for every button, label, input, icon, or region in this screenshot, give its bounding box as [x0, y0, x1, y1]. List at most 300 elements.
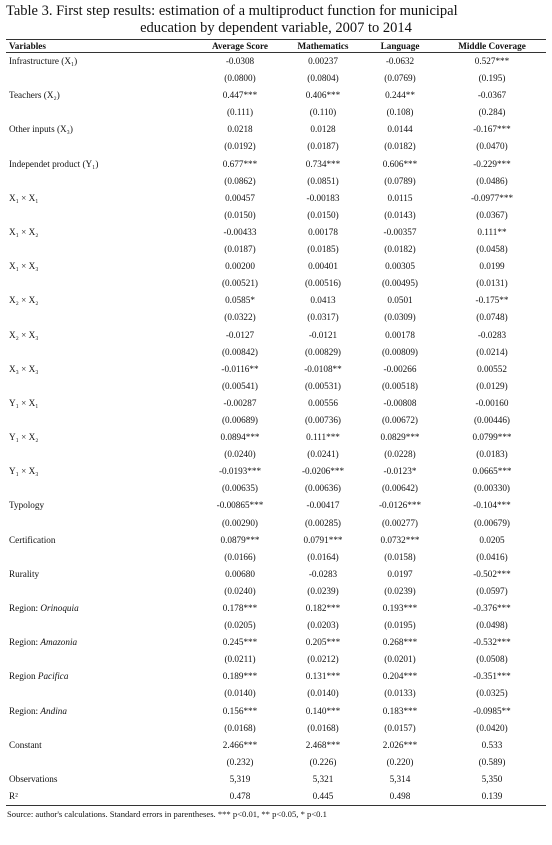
- r2-row: [6, 788, 546, 806]
- coef-row: [6, 190, 546, 207]
- table-header: [6, 40, 546, 53]
- stderr-cell: (0.00636): [305, 483, 341, 494]
- header-average-score: Average Score: [196, 40, 284, 53]
- row-label: [6, 600, 196, 617]
- coefficient-cell: 0.140***: [305, 705, 341, 716]
- stderr-cell: (0.0240): [224, 585, 256, 596]
- coefficient-cell: -0.0985**: [473, 705, 511, 716]
- stderr-cell: (0.0420): [476, 722, 508, 733]
- stderr-cell: (0.00736): [305, 414, 341, 425]
- table-body: [6, 53, 546, 806]
- stderr-cell: (0.111): [226, 107, 254, 118]
- coefficient-cell: -0.167***: [473, 124, 511, 135]
- stderr-cell: (0.0789): [384, 175, 416, 186]
- coefficient-cell: 0.734***: [305, 158, 341, 169]
- stderr-cell: (0.00446): [474, 414, 510, 425]
- stderr-cell: (0.00518): [382, 380, 418, 391]
- row-label-text: Y₁ × X₁: [9, 397, 39, 408]
- coefficient-cell: 0.111**: [477, 226, 507, 237]
- coefficient-cell: 0.0128: [310, 124, 336, 135]
- row-label: [6, 463, 196, 480]
- coef-row: [6, 463, 546, 480]
- coefficient-cell: -0.00287: [223, 397, 257, 408]
- table-note: Source: author's calculations. Standard errors in parentheses. *** p<0.01, ** p<0.05, * p<0.1: [7, 809, 327, 820]
- stderr-cell: (0.232): [226, 756, 254, 767]
- stderr-cell: (0.0140): [224, 688, 256, 699]
- coefficient-cell: -0.0108**: [304, 363, 342, 374]
- row-label-text: Independet product (Y₁): [9, 158, 99, 169]
- stderr-row: [6, 651, 546, 668]
- coefficient-cell: 0.205***: [305, 637, 341, 648]
- header-mathematics: Mathematics: [284, 40, 362, 53]
- stderr-row: [6, 309, 546, 326]
- row-label-emphasis: Pacifica: [37, 671, 69, 682]
- r2-value: 0.498: [362, 788, 438, 806]
- row-label: [6, 87, 196, 104]
- empty-label-cell: [6, 651, 196, 668]
- coefficient-cell: 0.00178: [385, 329, 415, 340]
- coefficient-cell: 0.0199: [479, 261, 505, 272]
- row-label: [6, 395, 196, 412]
- coefficient-cell: -0.0367: [477, 90, 507, 101]
- coefficient-cell: -0.00808: [383, 397, 417, 408]
- coefficient-cell: -0.0283: [477, 329, 507, 340]
- coefficient-cell: -0.0116**: [221, 363, 259, 374]
- row-label: [6, 224, 196, 241]
- stderr-cell: (0.0851): [307, 175, 339, 186]
- stderr-cell: (0.0201): [384, 654, 416, 665]
- coefficient-cell: 0.0413: [310, 295, 336, 306]
- stderr-cell: (0.0325): [476, 688, 508, 699]
- header-language: Language: [362, 40, 438, 53]
- table-title: [6, 0, 546, 37]
- coefficient-cell: 0.0799***: [472, 432, 512, 443]
- coef-row: [6, 600, 546, 617]
- stderr-cell: (0.00516): [305, 278, 341, 289]
- coefficient-cell: 0.0218: [227, 124, 253, 135]
- coefficient-cell: -0.0206***: [301, 466, 345, 477]
- coefficient-cell: 0.131***: [305, 671, 341, 682]
- stderr-row: [6, 720, 546, 737]
- stderr-cell: (0.0241): [307, 449, 339, 460]
- row-label-text: Y₁ × X₃: [9, 466, 39, 477]
- row-label-text: Y₁ × X₂: [9, 432, 39, 443]
- row-label-text: X₂ × X₂: [9, 295, 39, 306]
- coefficient-cell: -0.0977***: [470, 192, 514, 203]
- row-label-text: Certification: [9, 534, 56, 545]
- stderr-cell: (0.0416): [476, 551, 508, 562]
- row-label: [6, 703, 196, 720]
- row-label: [6, 497, 196, 514]
- stderr-cell: (0.0192): [224, 141, 256, 152]
- row-label-emphasis: Amazonia: [40, 637, 78, 648]
- stderr-cell: (0.110): [309, 107, 337, 118]
- row-label: [6, 361, 196, 378]
- coefficient-cell: 0.606***: [382, 158, 418, 169]
- row-label: [6, 429, 196, 446]
- empty-label-cell: [6, 720, 196, 737]
- empty-label-cell: [6, 344, 196, 361]
- stderr-cell: (0.220): [386, 756, 414, 767]
- coefficient-cell: 0.00552: [477, 363, 507, 374]
- stderr-cell: (0.589): [478, 756, 506, 767]
- coefficient-cell: -0.00357: [383, 226, 417, 237]
- stderr-cell: (0.0185): [307, 244, 339, 255]
- coefficient-cell: 0.0894***: [220, 432, 260, 443]
- stderr-cell: (0.0133): [384, 688, 416, 699]
- coefficient-cell: 0.527***: [474, 56, 510, 66]
- stderr-row: [6, 515, 546, 532]
- stderr-cell: (0.0187): [307, 141, 339, 152]
- stderr-cell: (0.226): [309, 756, 337, 767]
- row-label-prefix: Region:: [9, 603, 41, 613]
- empty-label-cell: [6, 549, 196, 566]
- row-label: [6, 634, 196, 651]
- stderr-cell: (0.0240): [224, 449, 256, 460]
- stderr-cell: (0.00290): [222, 517, 258, 528]
- stderr-cell: (0.0317): [307, 312, 339, 323]
- empty-label-cell: [6, 275, 196, 292]
- stderr-cell: (0.00277): [382, 517, 418, 528]
- coef-row: [6, 532, 546, 549]
- empty-label-cell: [6, 754, 196, 771]
- coefficient-cell: 2.466***: [222, 739, 258, 750]
- stderr-cell: (0.00285): [305, 517, 341, 528]
- coef-row: [6, 361, 546, 378]
- observations-value: 5,350: [481, 773, 503, 784]
- coefficient-cell: -0.0121: [308, 329, 338, 340]
- stderr-row: [6, 344, 546, 361]
- row-label: [6, 190, 196, 207]
- stderr-cell: (0.0140): [307, 688, 339, 699]
- row-label: [6, 668, 196, 685]
- coefficient-cell: 0.0879***: [220, 534, 260, 545]
- stderr-cell: (0.00829): [305, 346, 341, 357]
- coefficient-cell: 0.189***: [222, 671, 258, 682]
- stderr-cell: (0.0183): [476, 449, 508, 460]
- row-label-text: X₁ × X₁: [9, 192, 39, 203]
- coefficient-cell: -0.0632: [385, 56, 415, 66]
- row-label: [6, 292, 196, 309]
- row-label: [6, 258, 196, 275]
- coefficient-cell: -0.351***: [473, 671, 511, 682]
- stderr-cell: (0.0800): [224, 73, 256, 84]
- stderr-row: [6, 549, 546, 566]
- empty-label-cell: [6, 241, 196, 258]
- coef-row: [6, 121, 546, 138]
- stderr-cell: (0.0597): [476, 585, 508, 596]
- coefficient-cell: 0.00401: [308, 261, 338, 272]
- stderr-cell: (0.0182): [384, 141, 416, 152]
- row-label-prefix: Region:: [9, 705, 41, 716]
- stderr-cell: (0.0212): [307, 654, 339, 665]
- stderr-cell: (0.0129): [476, 380, 508, 391]
- coefficient-cell: 0.183***: [382, 705, 418, 716]
- empty-label-cell: [6, 378, 196, 395]
- stderr-row: [6, 207, 546, 224]
- stderr-cell: (0.0158): [384, 551, 416, 562]
- results-table: [6, 39, 546, 806]
- row-label: [6, 737, 196, 754]
- coefficient-cell: 0.193***: [382, 603, 418, 613]
- stderr-row: [6, 138, 546, 155]
- stderr-cell: (0.0508): [476, 654, 508, 665]
- coefficient-cell: 0.00237: [308, 56, 338, 66]
- row-label-text: X₃ × X₃: [9, 363, 39, 374]
- coef-row: [6, 703, 546, 720]
- coefficient-cell: 0.447***: [222, 90, 258, 101]
- coefficient-cell: 0.00457: [225, 192, 255, 203]
- stderr-row: [6, 241, 546, 258]
- coefficient-cell: -0.104***: [473, 500, 511, 511]
- stderr-cell: (0.00642): [382, 483, 418, 494]
- coefficient-cell: 0.204***: [382, 671, 418, 682]
- stderr-row: [6, 275, 546, 292]
- coefficient-cell: 0.0501: [387, 295, 413, 306]
- coef-row: [6, 292, 546, 309]
- stderr-cell: (0.0164): [307, 551, 339, 562]
- r2-label: R²: [6, 788, 196, 806]
- coefficient-cell: 0.00556: [308, 397, 338, 408]
- coefficient-cell: -0.00433: [223, 226, 257, 237]
- stderr-cell: (0.284): [478, 107, 506, 118]
- coefficient-cell: -0.0123*: [383, 466, 417, 477]
- row-label-prefix: Region: [9, 671, 38, 682]
- r2-value: 0.478: [196, 788, 284, 806]
- coef-row: [6, 429, 546, 446]
- coefficient-cell: 0.0585*: [225, 295, 255, 306]
- row-label-text: Rurality: [9, 568, 40, 579]
- stderr-cell: (0.00809): [382, 346, 418, 357]
- stderr-row: [6, 412, 546, 429]
- stderr-row: [6, 685, 546, 702]
- stderr-cell: (0.00495): [382, 278, 418, 289]
- coefficient-cell: -0.0283: [308, 568, 338, 579]
- coef-row: [6, 224, 546, 241]
- empty-label-cell: [6, 480, 196, 497]
- row-label-text: X₁ × X₃: [9, 261, 39, 272]
- header-middle-coverage: Middle Coverage: [438, 40, 546, 53]
- coef-row: [6, 258, 546, 275]
- coefficient-cell: 0.00680: [225, 568, 255, 579]
- row-label-emphasis: Orinoquia: [40, 603, 79, 613]
- stderr-cell: (0.0182): [384, 244, 416, 255]
- stderr-cell: (0.0239): [384, 585, 416, 596]
- stderr-cell: (0.0862): [224, 175, 256, 186]
- stderr-cell: (0.0239): [307, 585, 339, 596]
- stderr-cell: (0.00635): [222, 483, 258, 494]
- observations-value: 5,319: [229, 773, 251, 784]
- header-row: [6, 40, 546, 53]
- coefficient-cell: 0.156***: [222, 705, 258, 716]
- coefficient-cell: 0.00305: [385, 261, 415, 272]
- coefficient-cell: 2.026***: [382, 739, 418, 750]
- stderr-row: [6, 446, 546, 463]
- coefficient-cell: 0.00178: [308, 226, 338, 237]
- stderr-cell: (0.0195): [384, 620, 416, 631]
- stderr-row: [6, 70, 546, 87]
- stderr-cell: (0.0143): [384, 209, 416, 220]
- stderr-cell: (0.0205): [224, 620, 256, 631]
- row-label: [6, 566, 196, 583]
- row-label-text: Typology: [9, 500, 45, 511]
- row-label: [6, 156, 196, 173]
- coefficient-cell: -0.0193***: [218, 466, 262, 477]
- stderr-cell: (0.0498): [476, 620, 508, 631]
- row-label-text: Constant: [9, 739, 42, 750]
- coefficient-cell: -0.00865***: [216, 500, 264, 511]
- coefficient-cell: 0.178***: [222, 603, 258, 613]
- coefficient-cell: 0.0205: [479, 534, 505, 545]
- stderr-cell: (0.00330): [474, 483, 510, 494]
- row-label-text: X₂ × X₃: [9, 329, 39, 340]
- stderr-row: [6, 617, 546, 634]
- coefficient-cell: 0.245***: [222, 637, 258, 648]
- row-label-text: Other inputs (X₃): [9, 124, 73, 135]
- stderr-cell: (0.00531): [305, 380, 341, 391]
- observations-row: [6, 771, 546, 788]
- coefficient-cell: 2.468***: [305, 739, 341, 750]
- row-label: [6, 53, 196, 71]
- row-label: [6, 327, 196, 344]
- observations-label: Observations: [9, 773, 58, 784]
- coefficient-cell: -0.376***: [473, 603, 511, 613]
- stderr-cell: (0.0486): [476, 175, 508, 186]
- coefficient-cell: 0.111***: [306, 432, 340, 443]
- stderr-cell: (0.0769): [384, 73, 416, 84]
- coefficient-cell: 0.0791***: [303, 534, 343, 545]
- coef-row: [6, 737, 546, 754]
- stderr-row: [6, 104, 546, 121]
- stderr-cell: (0.00672): [382, 414, 418, 425]
- row-label: [6, 121, 196, 138]
- stderr-cell: (0.0150): [224, 209, 256, 220]
- stderr-cell: (0.0131): [476, 278, 508, 289]
- document-page: [6, 0, 546, 819]
- stderr-cell: (0.195): [478, 73, 506, 84]
- coefficient-cell: -0.00183: [306, 192, 340, 203]
- row-label-emphasis: Andina: [40, 705, 67, 716]
- stderr-row: [6, 378, 546, 395]
- stderr-cell: (0.0211): [224, 654, 256, 665]
- coefficient-cell: 0.533: [481, 739, 503, 750]
- empty-label-cell: [6, 515, 196, 532]
- table-title-line2: education by dependent variable, 2007 to 2014: [140, 20, 412, 36]
- coefficient-cell: -0.0127: [225, 329, 255, 340]
- coefficient-cell: 0.268***: [382, 637, 418, 648]
- coef-row: [6, 327, 546, 344]
- empty-label-cell: [6, 70, 196, 87]
- stderr-cell: (0.00541): [222, 380, 258, 391]
- coefficient-cell: -0.0126***: [378, 500, 422, 511]
- stderr-cell: (0.0309): [384, 312, 416, 323]
- stderr-row: [6, 583, 546, 600]
- header-variables: Variables: [6, 40, 196, 53]
- empty-label-cell: [6, 583, 196, 600]
- table-title-line1: Table 3. First step results: estimation of a multiproduct function for municipal: [6, 3, 458, 19]
- row-label-text: X₁ × X₂: [9, 226, 39, 237]
- empty-label-cell: [6, 104, 196, 121]
- coefficient-cell: 0.0732***: [380, 534, 420, 545]
- stderr-cell: (0.0168): [224, 722, 256, 733]
- empty-label-cell: [6, 207, 196, 224]
- stderr-cell: (0.0470): [476, 141, 508, 152]
- coefficient-cell: -0.175**: [475, 295, 509, 306]
- stderr-cell: (0.00521): [222, 278, 258, 289]
- coef-row: [6, 497, 546, 514]
- stderr-cell: (0.0458): [476, 244, 508, 255]
- stderr-cell: (0.0748): [476, 312, 508, 323]
- coefficient-cell: 0.406***: [305, 90, 341, 101]
- stderr-cell: (0.00842): [222, 346, 258, 357]
- empty-label-cell: [6, 138, 196, 155]
- stderr-cell: (0.0166): [224, 551, 256, 562]
- empty-label-cell: [6, 173, 196, 190]
- stderr-cell: (0.00689): [222, 414, 258, 425]
- coef-row: [6, 53, 546, 71]
- coef-row: [6, 566, 546, 583]
- coefficient-cell: 0.244**: [385, 90, 415, 101]
- stderr-cell: (0.0150): [307, 209, 339, 220]
- coefficient-cell: 0.0115: [387, 192, 413, 203]
- coefficient-cell: 0.0665***: [472, 466, 512, 477]
- coef-row: [6, 87, 546, 104]
- coefficient-cell: 0.0144: [387, 124, 413, 135]
- stderr-cell: (0.0228): [384, 449, 416, 460]
- observations-value: 5,321: [312, 773, 334, 784]
- stderr-row: [6, 480, 546, 497]
- stderr-cell: (0.0214): [476, 346, 508, 357]
- row-label: [6, 532, 196, 549]
- coefficient-cell: -0.00160: [475, 397, 509, 408]
- empty-label-cell: [6, 617, 196, 634]
- observations-value: 5,314: [389, 773, 411, 784]
- coef-row: [6, 668, 546, 685]
- stderr-cell: (0.0367): [476, 209, 508, 220]
- row-label-text: Infrastructure (X₁): [9, 56, 78, 66]
- stderr-cell: (0.0157): [384, 722, 416, 733]
- coefficient-cell: 0.00200: [225, 261, 255, 272]
- row-label-text: Teachers (X₂): [9, 90, 60, 101]
- empty-label-cell: [6, 309, 196, 326]
- coefficient-cell: -0.532***: [473, 637, 511, 648]
- coefficient-cell: 0.677***: [222, 158, 258, 169]
- stderr-cell: (0.0168): [307, 722, 339, 733]
- stderr-cell: (0.0187): [224, 244, 256, 255]
- stderr-cell: (0.0804): [307, 73, 339, 84]
- coefficient-cell: -0.502***: [473, 568, 511, 579]
- stderr-cell: (0.0322): [224, 312, 256, 323]
- empty-label-cell: [6, 685, 196, 702]
- coefficient-cell: -0.229***: [473, 158, 511, 169]
- row-label-prefix: Region:: [9, 637, 41, 648]
- coef-row: [6, 156, 546, 173]
- r2-value: 0.139: [438, 788, 546, 806]
- coefficient-cell: 0.182***: [305, 603, 341, 613]
- coefficient-cell: -0.0308: [225, 56, 255, 66]
- stderr-cell: (0.0203): [307, 620, 339, 631]
- r2-value: 0.445: [284, 788, 362, 806]
- coefficient-cell: 0.0829***: [380, 432, 420, 443]
- empty-label-cell: [6, 412, 196, 429]
- coefficient-cell: -0.00266: [383, 363, 417, 374]
- stderr-cell: (0.00679): [474, 517, 510, 528]
- coefficient-cell: -0.00417: [306, 500, 340, 511]
- stderr-row: [6, 173, 546, 190]
- empty-label-cell: [6, 446, 196, 463]
- stderr-cell: (0.108): [386, 107, 414, 118]
- coef-row: [6, 395, 546, 412]
